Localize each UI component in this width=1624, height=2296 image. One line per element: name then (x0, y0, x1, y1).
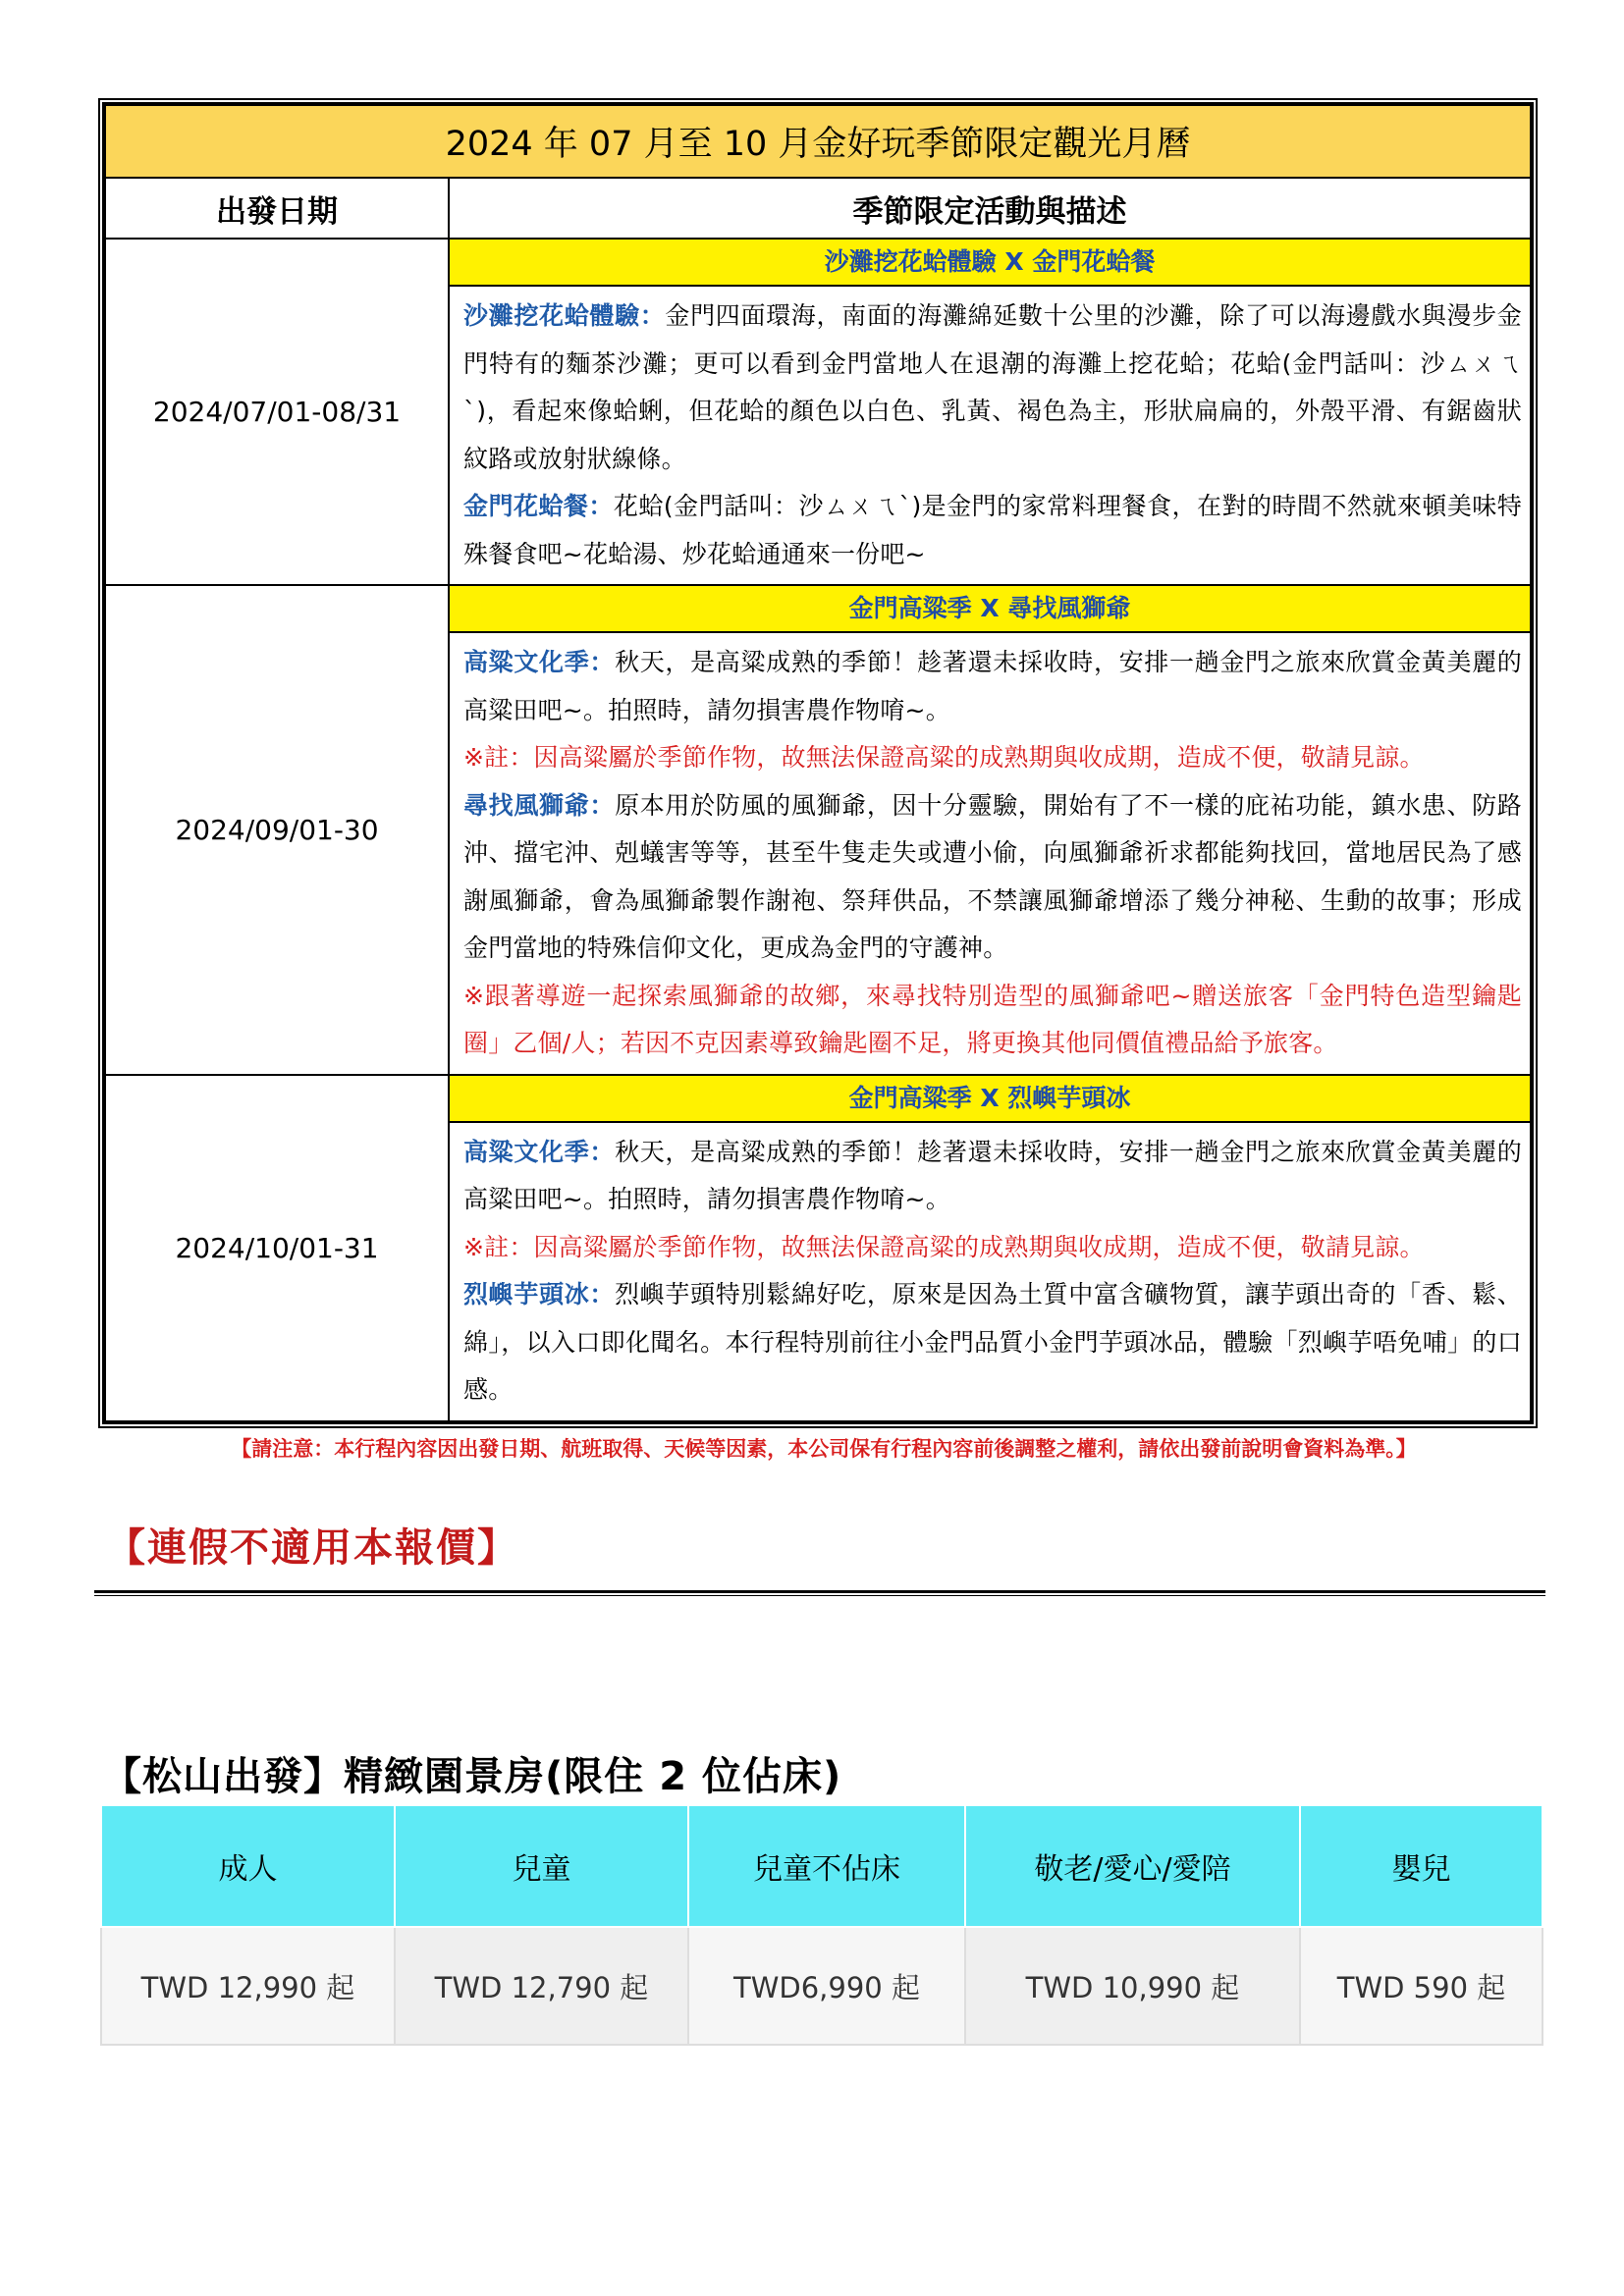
departure-date: 2024/10/01-31 (105, 1075, 449, 1421)
activity-text: 花蛤(金門話叫：沙ㄙㄨㄟˋ)是金門的家常料理餐食，在對的時間不然就來頓美味特殊餐食吧~花蛤湯、炒花蛤通通來一份吧~ (463, 492, 1522, 568)
pricing-value-row (101, 1927, 1543, 2045)
activity-text: 烈嶼芋頭特別鬆綿好吃，原來是因為土質中富含礦物質，讓芋頭出奇的「香、鬆、綿」，以入口即化聞名。本行程特別前往小金門品質小金門芋頭冰品，體驗「烈嶼芋唔免哺」的口感。 (463, 1280, 1522, 1404)
activity-keyword: 高粱文化季： (463, 1137, 616, 1166)
holiday-note: 【連假不適用本報價】 (106, 1525, 518, 1571)
activity-heading: 金門高粱季 X 烈嶼芋頭冰 (450, 1076, 1530, 1123)
price-cell: TWD 10,990 起 (965, 1927, 1300, 2045)
calendar-row (105, 1075, 1531, 1421)
activity-description (449, 1075, 1531, 1421)
pricing-header-row (101, 1805, 1543, 1927)
column-header-description: 季節限定活動與描述 (449, 178, 1531, 239)
pricing-header: 嬰兒 (1300, 1805, 1543, 1927)
activity-heading: 沙灘挖花蛤體驗 X 金門花蛤餐 (450, 240, 1530, 287)
activity-text: 金門四面環海，南面的海灘綿延數十公里的沙灘，除了可以海邊戲水與漫步金門特有的麵茶沙灘；更可以看到金門當地人在退潮的海灘上挖花蛤；花蛤(金門話叫：沙ㄙㄨㄟˋ)，看起來像蛤蜊，但花蛤的顏色以白色、乳黃、褐色為主，形狀扁扁的，外殼平滑、有鋸齒狀紋路或放射狀線條。 (463, 301, 1522, 473)
calendar-row (105, 239, 1531, 585)
activity-description (449, 239, 1531, 585)
pricing-header: 兒童不佔床 (688, 1805, 965, 1927)
activity-note: ※跟著導遊一起探索風獅爺的故鄉，來尋找特別造型的風獅爺吧~贈送旅客「金門特色造型鑰匙圈」乙個/人；若因不克因素導致鑰匙圈不足，將更換其他同價值禮品給予旅客。 (463, 981, 1522, 1057)
activity-description (449, 585, 1531, 1075)
column-header-date: 出發日期 (105, 178, 449, 239)
activity-keyword: 沙灘挖花蛤體驗： (463, 301, 666, 330)
departure-date: 2024/07/01-08/31 (105, 239, 449, 585)
activity-keyword: 烈嶼芋頭冰： (463, 1280, 616, 1308)
activity-body (450, 287, 1530, 584)
calendar-title: 2024 年 07 月至 10 月金好玩季節限定觀光月曆 (105, 105, 1531, 178)
section-divider (94, 1590, 1545, 1596)
pricing-header: 兒童 (395, 1805, 688, 1927)
pricing-header: 成人 (101, 1805, 395, 1927)
price-cell: TWD 590 起 (1300, 1927, 1543, 2045)
activity-text: 秋天，是高粱成熟的季節！趁著還未採收時，安排一趟金門之旅來欣賞金黃美麗的高粱田吧~。拍照時，請勿損害農作物唷~。 (463, 648, 1522, 724)
itinerary-notice: 【請注意：本行程內容因出發日期、航班取得、天候等因素，本公司保有行程內容前後調整之權利，請依出發前說明會資料為準。】 (231, 1437, 1417, 1461)
activity-text: 秋天，是高粱成熟的季節！趁著還未採收時，安排一趟金門之旅來欣賞金黃美麗的高粱田吧~。拍照時，請勿損害農作物唷~。 (463, 1137, 1522, 1213)
price-cell: TWD 12,990 起 (101, 1927, 395, 2045)
activity-body (450, 633, 1530, 1074)
calendar-table (104, 104, 1532, 1422)
pricing-title: 【松山出發】精緻園景房(限住 2 位佔床) (102, 1754, 842, 1799)
price-cell: TWD 12,790 起 (395, 1927, 688, 2045)
activity-keyword: 高粱文化季： (463, 648, 616, 676)
activity-note: ※註：因高粱屬於季節作物，故無法保證高粱的成熟期與收成期，造成不便，敬請見諒。 (463, 1232, 1425, 1261)
price-cell: TWD6,990 起 (688, 1927, 965, 2045)
seasonal-calendar (98, 98, 1538, 1428)
pricing-header: 敬老/愛心/愛陪 (965, 1805, 1300, 1927)
activity-body (450, 1123, 1530, 1420)
activity-keyword: 尋找風獅爺： (463, 790, 616, 820)
activity-text: 原本用於防風的風獅爺，因十分靈驗，開始有了不一樣的庇祐功能，鎮水患、防路沖、擋宅沖、剋蟻害等等，甚至牛隻走失或遭小偷，向風獅爺祈求都能夠找回，當地居民為了感謝風獅爺，會為風獅爺製作謝袍、祭拜供品，不禁讓風獅爺增添了幾分神秘、生動的故事；形成金門當地的特殊信仰文化，更成為金門的守護神。 (463, 790, 1522, 962)
activity-keyword: 金門花蛤餐： (463, 492, 614, 520)
pricing-table (100, 1804, 1543, 2046)
departure-date: 2024/09/01-30 (105, 585, 449, 1075)
activity-heading: 金門高粱季 X 尋找風獅爺 (450, 586, 1530, 633)
activity-note: ※註：因高粱屬於季節作物，故無法保證高粱的成熟期與收成期，造成不便，敬請見諒。 (463, 743, 1425, 772)
calendar-row (105, 585, 1531, 1075)
